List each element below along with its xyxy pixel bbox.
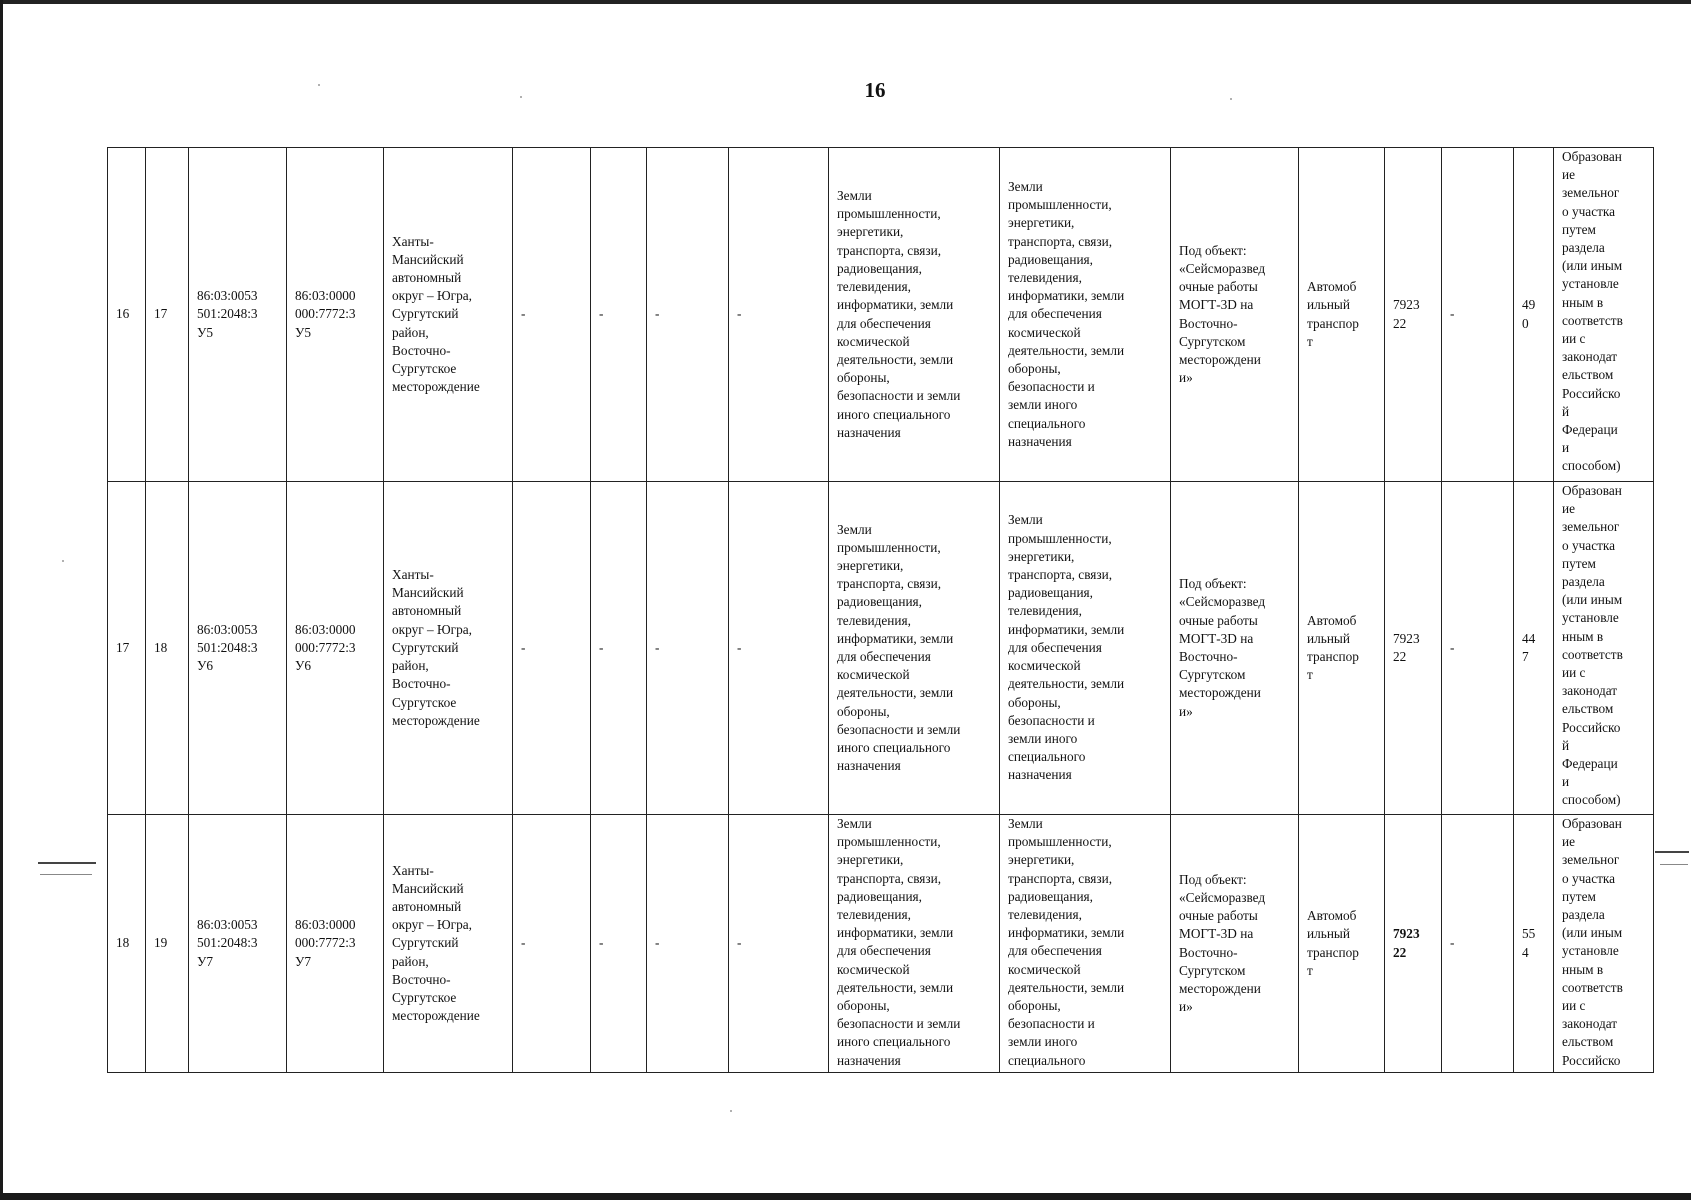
- scan-speck: [318, 84, 320, 86]
- land-plot-table: [107, 147, 1654, 1073]
- scan-speck: [520, 96, 522, 98]
- scan-edge-bottom: [0, 1193, 1691, 1200]
- permitted-use-cell: Автомоб ильный транспор т: [1299, 815, 1385, 1073]
- area-cell: 55 4: [1514, 815, 1554, 1073]
- dash-cell: -: [513, 815, 591, 1073]
- code-cell: 7923 22: [1385, 148, 1442, 482]
- location-cell: Ханты- Мансийский автономный округ – Югра, Сургутский район, Восточно- Сургутское месторождение: [384, 148, 513, 482]
- scan-edge-top: [0, 0, 1691, 4]
- dash-cell: -: [513, 482, 591, 815]
- margin-mark-right: [1655, 851, 1689, 853]
- table-row: [108, 148, 1654, 482]
- land-category-before: Земли промышленности, энергетики, транспорта, связи, радиовещания, телевидения, информатики, земли для обеспечения космической деятельности, земли обороны, безопасности и земли иного специального назначения: [829, 815, 1000, 1073]
- row-number: 16: [108, 148, 146, 482]
- dash-cell: -: [591, 482, 647, 815]
- land-category-before: Земли промышленности, энергетики, транспорта, связи, радиовещания, телевидения, информатики, земли для обеспечения космической деятельности, земли обороны, безопасности и земли иного специального назначения: [829, 482, 1000, 815]
- dash-cell: -: [591, 148, 647, 482]
- page-number: 16: [864, 78, 886, 102]
- sequence-number: 19: [146, 815, 189, 1073]
- row-number: 18: [108, 815, 146, 1073]
- target-cadastral-number: 86:03:0000 000:7772:3 У6: [287, 482, 384, 815]
- purpose-cell: Под объект: «Сейсморазвед очные работы МОГТ-3D на Восточно- Сургутском месторождени и»: [1171, 815, 1299, 1073]
- permitted-use-cell: Автомоб ильный транспор т: [1299, 148, 1385, 482]
- sequence-number: 18: [146, 482, 189, 815]
- purpose-cell: Под объект: «Сейсморазвед очные работы МОГТ-3D на Восточно- Сургутском месторождени и»: [1171, 148, 1299, 482]
- code-cell: 7923 22: [1385, 815, 1442, 1073]
- land-category-after: Земли промышленности, энергетики, транспорта, связи, радиовещания, телевидения, информатики, земли для обеспечения космической деятельности, земли обороны, безопасности и земли иного специального: [1000, 815, 1171, 1073]
- formation-method-cell: Образован ие земельног о участка путем раздела (или иным установле нным в соответств ии с законодат ельством Российско й Федераци и способом): [1554, 148, 1654, 482]
- dash-cell: -: [1442, 815, 1514, 1073]
- dash-cell: -: [647, 482, 729, 815]
- scan-speck: [730, 1110, 732, 1112]
- scan-edge-left: [0, 0, 3, 1200]
- code-cell: 7923 22: [1385, 482, 1442, 815]
- dash-cell: -: [647, 148, 729, 482]
- formation-method-cell: Образован ие земельног о участка путем раздела (или иным установле нным в соответств ии с законодат ельством Российско й Федераци и способом): [1554, 482, 1654, 815]
- target-cadastral-number: 86:03:0000 000:7772:3 У7: [287, 815, 384, 1073]
- scan-speck: [1230, 98, 1232, 100]
- table-row: [108, 482, 1654, 815]
- purpose-cell: Под объект: «Сейсморазвед очные работы МОГТ-3D на Восточно- Сургутском месторождени и»: [1171, 482, 1299, 815]
- dash-cell: -: [729, 148, 829, 482]
- source-cadastral-number: 86:03:0053 501:2048:3 У7: [189, 815, 287, 1073]
- location-cell: Ханты- Мансийский автономный округ – Югра, Сургутский район, Восточно- Сургутское месторождение: [384, 482, 513, 815]
- source-cadastral-number: 86:03:0053 501:2048:3 У5: [189, 148, 287, 482]
- margin-mark-left-small: [40, 874, 92, 875]
- land-category-after: Земли промышленности, энергетики, транспорта, связи, радиовещания, телевидения, информатики, земли для обеспечения космической деятельности, земли обороны, безопасности и земли иного специального назначения: [1000, 148, 1171, 482]
- row-number: 17: [108, 482, 146, 815]
- scan-speck: [62, 560, 64, 562]
- dash-cell: -: [513, 148, 591, 482]
- dash-cell: -: [729, 815, 829, 1073]
- permitted-use-cell: Автомоб ильный транспор т: [1299, 482, 1385, 815]
- formation-method-cell: Образован ие земельног о участка путем раздела (или иным установле нным в соответств ии с законодат ельством Российско: [1554, 815, 1654, 1073]
- location-cell: Ханты- Мансийский автономный округ – Югра, Сургутский район, Восточно- Сургутское месторождение: [384, 815, 513, 1073]
- source-cadastral-number: 86:03:0053 501:2048:3 У6: [189, 482, 287, 815]
- dash-cell: -: [1442, 482, 1514, 815]
- margin-mark-left: [38, 862, 96, 864]
- land-category-after: Земли промышленности, энергетики, транспорта, связи, радиовещания, телевидения, информатики, земли для обеспечения космической деятельности, земли обороны, безопасности и земли иного специального назначения: [1000, 482, 1171, 815]
- dash-cell: -: [591, 815, 647, 1073]
- sequence-number: 17: [146, 148, 189, 482]
- dash-cell: -: [1442, 148, 1514, 482]
- table-row: [108, 815, 1654, 1073]
- dash-cell: -: [647, 815, 729, 1073]
- target-cadastral-number: 86:03:0000 000:7772:3 У5: [287, 148, 384, 482]
- margin-mark-right-small: [1660, 864, 1688, 865]
- area-cell: 49 0: [1514, 148, 1554, 482]
- land-category-before: Земли промышленности, энергетики, транспорта, связи, радиовещания, телевидения, информатики, земли для обеспечения космической деятельности, земли обороны, безопасности и земли иного специального назначения: [829, 148, 1000, 482]
- dash-cell: -: [729, 482, 829, 815]
- area-cell: 44 7: [1514, 482, 1554, 815]
